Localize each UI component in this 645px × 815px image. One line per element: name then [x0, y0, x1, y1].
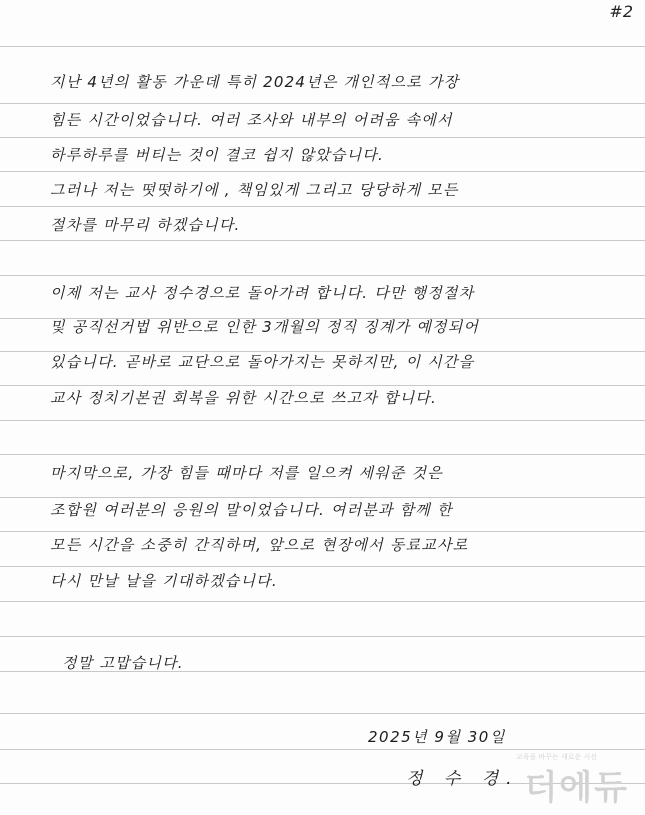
letter-line: 조합원 여러분의 응원의 말이었습니다. 여러분과 함께 한: [50, 501, 453, 519]
ruled-line: [0, 601, 645, 602]
ruled-line: [0, 46, 645, 47]
letter-line: 정말 고맙습니다.: [62, 654, 184, 672]
letter-line: 지난 4년의 활동 가운데 특히 2024년은 개인적으로 가장: [50, 73, 460, 91]
letter-line: 다시 만날 날을 기대하겠습니다.: [50, 572, 278, 590]
letter-line: 마지막으로, 가장 힘들 때마다 저를 일으켜 세워준 것은: [50, 464, 443, 482]
letter-line: 있습니다. 곧바로 교단으로 돌아가지는 못하지만, 이 시간을: [50, 353, 475, 371]
letter-date: 2025년 9월 30일: [368, 728, 506, 746]
page-number: #2: [609, 2, 633, 21]
ruled-line: [0, 385, 645, 386]
ruled-line: [0, 240, 645, 241]
ruled-line: [0, 103, 645, 104]
letter-line: 교사 정치기본권 회복을 위한 시간으로 쓰고자 합니다.: [50, 389, 437, 407]
ruled-line: [0, 713, 645, 714]
ruled-line: [0, 531, 645, 532]
watermark-tagline: 교육을 바꾸는 새로운 시선: [515, 753, 597, 761]
letter-line: 그러나 저는 떳떳하기에 , 책임있게 그리고 당당하게 모든: [50, 181, 459, 199]
signature: 정 수 경.: [406, 769, 520, 789]
ruled-line: [0, 749, 645, 750]
ruled-line: [0, 275, 645, 276]
ruled-line: [0, 497, 645, 498]
ruled-line: [0, 420, 645, 421]
ruled-line: [0, 454, 645, 455]
ruled-line: [0, 171, 645, 172]
watermark-logo: 더에듀: [524, 768, 629, 808]
letter-line: 이제 저는 교사 정수경으로 돌아가려 합니다. 다만 행정절차: [50, 284, 475, 302]
letter-line: 절차를 마무리 하겠습니다.: [50, 216, 241, 234]
letter-line: 모든 시간을 소중히 간직하며, 앞으로 현장에서 동료교사로: [50, 536, 469, 554]
ruled-line: [0, 636, 645, 637]
letter-line: 하루하루를 버티는 것이 결코 쉽지 않았습니다.: [50, 146, 384, 164]
ruled-line: [0, 566, 645, 567]
letter-line: 힘든 시간이었습니다. 여러 조사와 내부의 어려움 속에서: [50, 111, 453, 129]
letter-line: 및 공직선거법 위반으로 인한 3개월의 정직 징계가 예정되어: [50, 318, 480, 336]
ruled-line: [0, 137, 645, 138]
ruled-line: [0, 206, 645, 207]
